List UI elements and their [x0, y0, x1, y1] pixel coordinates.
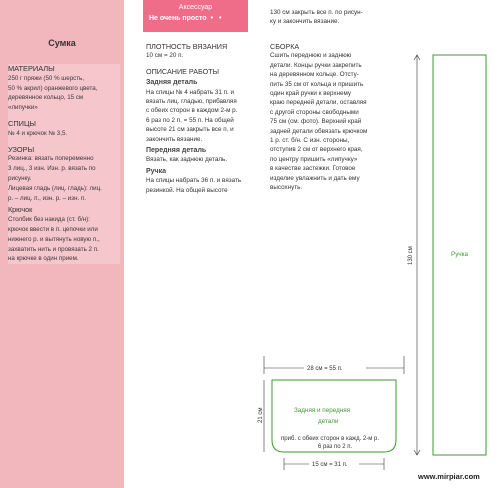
- sidebar-title: Сумка: [48, 38, 76, 48]
- text-line: рисунку.: [8, 174, 32, 182]
- category-label: Аксессуар: [178, 4, 213, 11]
- handle-label: Ручка: [451, 251, 469, 258]
- text-line: На спицы набрать 36 п. и вязать: [146, 177, 242, 185]
- text-line: закончить вязание.: [146, 135, 203, 143]
- section-subheading: Ручка: [146, 167, 167, 175]
- text-line: с другой стороны свободными: [270, 108, 359, 116]
- text-line: высохнуть.: [270, 184, 303, 192]
- text-line: 6 раз по 2 п. = 55 п. На общей: [146, 116, 234, 124]
- section-heading: УЗОРЫ: [8, 144, 35, 154]
- text-line: «липучки»: [8, 104, 38, 112]
- text-line: в качестве застежки. Готовое: [270, 165, 356, 173]
- text-line: резинкой. На общей высоте: [146, 186, 228, 194]
- text-line: Вязать, как заднюю деталь.: [146, 156, 228, 164]
- text-line: № 4 и крючок № 3,5.: [8, 129, 68, 137]
- text-line: 250 г пряжи (50 % шерсть,: [8, 74, 85, 82]
- section-subheading: Задняя деталь: [146, 79, 198, 87]
- section-heading: ПЛОТНОСТЬ ВЯЗАНИЯ: [146, 42, 228, 51]
- height-label: 21 см: [258, 407, 264, 423]
- text-line: 50 % акрил) оранжевого цвета,: [8, 84, 98, 92]
- text-line: нижнего р. и вытянуть новую п.,: [8, 235, 100, 243]
- text-line: вязать лиц. гладью, прибавляя: [146, 98, 237, 106]
- text-line: с обеих сторон в каждом 2-м р.: [146, 107, 238, 115]
- section-heading: СПИЦЫ: [8, 118, 36, 128]
- section-subheading: Крючок: [8, 205, 33, 215]
- watermark-link[interactable]: www.mirpiar.com: [418, 472, 480, 481]
- section-subheading: Передняя деталь: [146, 147, 207, 155]
- text-line: 130 см закрыть все п. по рисун-: [270, 9, 363, 16]
- text-line: отступив 2 см от верхнего края,: [270, 146, 363, 154]
- text-line: ку и закончить вязание.: [270, 18, 340, 26]
- text-line: краю передней детали, оставляя: [270, 99, 367, 107]
- text-line: изделие увлажнить и дать ему: [270, 174, 360, 182]
- text-line: 10 см = 20 п.: [146, 52, 184, 60]
- increase-note-1: приб. с обеих сторон в кажд. 2-м р.: [281, 436, 380, 442]
- section-heading: ОПИСАНИЕ РАБОТЫ: [146, 66, 219, 76]
- text-line: задней детали обвязать крючком: [270, 127, 368, 135]
- text-line: один край ручки к верхнему: [270, 90, 352, 98]
- text-line: Резинка: вязать попеременно: [8, 155, 94, 163]
- increase-note-2: 6 раз по 2 п.: [318, 444, 353, 450]
- text-line: Столбик без накида (ст. б/н):: [8, 216, 90, 224]
- panel-label-2: детали: [318, 418, 339, 425]
- text-line: 3 лиц., 3 изн. Изн. р. вязать по: [8, 165, 96, 173]
- text-line: На спицы № 4 набрать 31 п. и: [146, 88, 235, 96]
- text-line: захватить нить и провязать 2 п.: [8, 245, 99, 253]
- top-width-label: 28 см = 55 п.: [307, 366, 343, 372]
- text-line: Лицевая гладь (лиц. гладь): лиц.: [8, 184, 102, 192]
- section-heading: МАТЕРИАЛЫ: [8, 64, 55, 73]
- text-line: на деревянном кольце. Отсту-: [270, 71, 359, 79]
- text-line: крючок ввести в п. цепочки или: [8, 225, 98, 233]
- bottom-width-label: 15 см = 31 п.: [312, 462, 348, 468]
- text-line: 1 р. ст. б/н. С изн. стороны,: [270, 137, 350, 145]
- text-line: 75 см (см. фото). Верхний край: [270, 118, 362, 126]
- section-heading: СБОРКА: [270, 42, 300, 51]
- difficulty-text: Не очень просто: [149, 15, 207, 22]
- text-line: высоте 21 см закрыть все п. и: [146, 126, 234, 134]
- text-line: на крючке в один прием.: [8, 255, 79, 263]
- text-line: деревянное кольцо, 15 см: [8, 94, 84, 102]
- text-line: по центру пришить «липучку»: [270, 155, 358, 163]
- difficulty-dots-icon: • •: [210, 15, 224, 22]
- text-line: пить 35 см от кольца и пришить: [270, 80, 364, 88]
- text-line: Сшить переднюю и заднюю: [270, 52, 352, 60]
- handle-height-label: 130 см: [408, 246, 414, 265]
- text-line: детали. Концы ручки закрепить: [270, 61, 362, 69]
- text-line: р. – лиц. п., изн. р. – изн. п.: [8, 194, 87, 202]
- panel-label-1: Задняя и передняя: [294, 407, 351, 414]
